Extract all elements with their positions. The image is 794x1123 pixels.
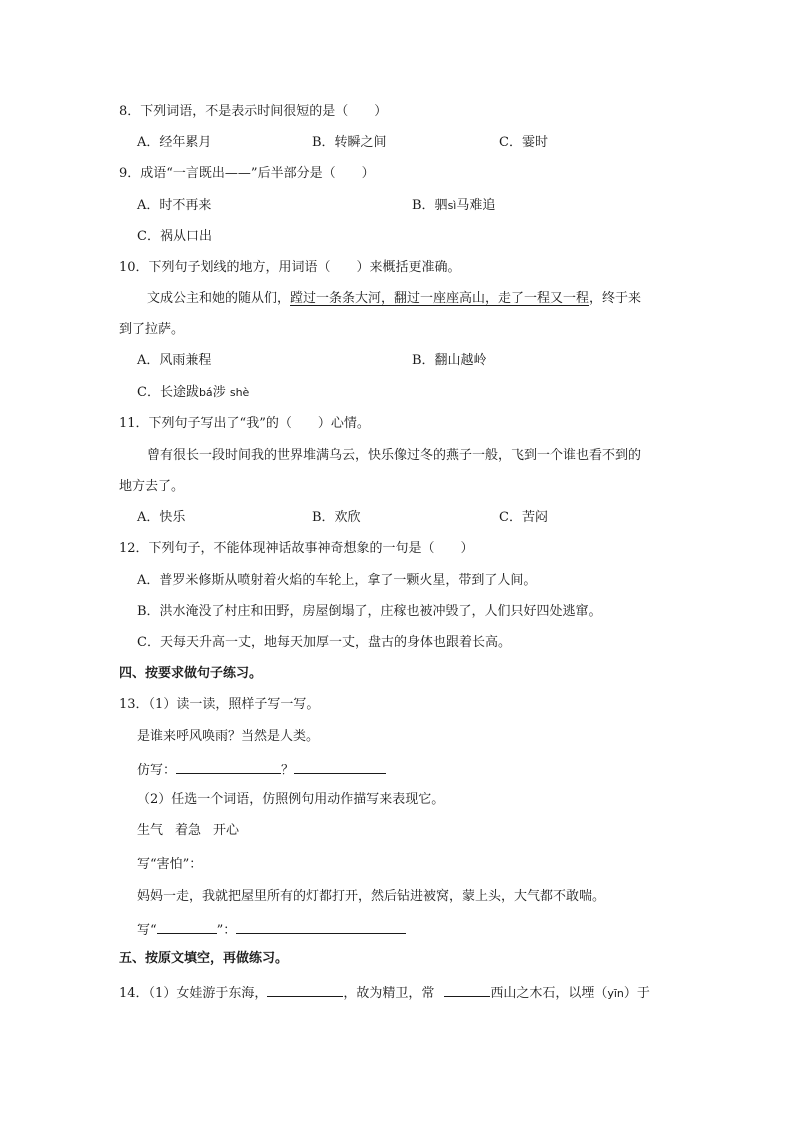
q12-option-b[interactable]: B．洪水淹没了村庄和田野，房屋倒塌了，庄稼也被冲毁了，人们只好四处逃窜。 <box>137 604 602 619</box>
q9-option-b[interactable] <box>412 198 495 214</box>
q10-option-c[interactable]: C．长途跋bá涉 shè <box>137 385 250 400</box>
q9-option-a[interactable]: A．时不再来 <box>137 198 212 213</box>
q9-option-c[interactable]: C．祸从口出 <box>137 229 212 244</box>
q9-stem: 9．成语“一言既出——”后半部分是（ ） <box>119 166 375 181</box>
q13-write-label: 写“害怕”： <box>137 857 203 872</box>
q8-option-b[interactable]: B．转瞬之间 <box>312 135 387 150</box>
q13-blank-1[interactable] <box>176 760 281 774</box>
q8-option-a[interactable]: A．经年累月 <box>137 135 212 150</box>
q13-stem: 13．（1）读一读，照样子写一写。 <box>119 697 320 712</box>
q11-passage-line1: 曾有很长一段时间我的世界堆满乌云，快乐像过冬的燕子一般，飞到一个谁也看不到的 <box>147 448 642 463</box>
q11-stem: 11．下列句子写出了“我”的（ ）心情。 <box>119 416 370 431</box>
q10-c-pinyin1: bá <box>198 386 213 399</box>
q10-underlined-text: 蹚过一条条大河，翻过一座座高山，走了一程又一程 <box>290 291 590 306</box>
q13-word-blank[interactable] <box>157 920 217 934</box>
q9-b-prefix: B．驷 <box>412 198 448 213</box>
q12-option-c[interactable]: C．天每天升高一丈，地每天加厚一丈，盘古的身体也跟着长高。 <box>137 635 511 650</box>
q13-sentence-blank[interactable] <box>236 920 406 934</box>
q14-blank-2[interactable] <box>444 983 490 997</box>
q11-option-b[interactable]: B．欢欣 <box>312 510 361 525</box>
section-5-title: 五、按原文填空，再做练习。 <box>119 951 289 966</box>
q8-option-c[interactable]: C．霎时 <box>499 135 548 150</box>
q10-stem: 10．下列句子划线的地方，用词语（ ）来概括更准确。 <box>119 260 461 275</box>
q9-b-suffix: 马难追 <box>456 198 496 213</box>
q13-word-list <box>137 823 239 839</box>
q12-stem: 12．下列句子，不能体现神话故事神奇想象的一句是（ ） <box>119 541 474 556</box>
q13-sample-sentence: 妈妈一走，我就把屋里所有的灯都打开，然后钻进被窝，蒙上头，大气都不敢喘。 <box>137 889 606 904</box>
q13-word-3: 开心 <box>213 823 240 838</box>
q10-option-b[interactable]: B．翻山越岭 <box>412 353 487 368</box>
q13-imitate-row <box>137 760 386 779</box>
q13-blank-2[interactable] <box>294 760 386 774</box>
q13-word-2: 着急 <box>175 823 202 838</box>
q13-word-1: 生气 <box>137 823 164 838</box>
q13-part2: （2）任选一个词语，仿照例句用动作描写来表现它。 <box>137 792 445 807</box>
q13-write2-row: 写“ ”： <box>137 920 406 939</box>
q11-passage-line2: 地方去了。 <box>119 479 185 494</box>
q14-blank-1[interactable] <box>267 983 343 997</box>
q11-option-a[interactable]: A．快乐 <box>137 510 186 525</box>
q10-passage-line1: 文成公主和她的随从们，蹚过一条条大河，翻过一座座高山，走了一程又一程，终于来 <box>147 291 642 306</box>
q14-line1: 14．（1）女娃游于东海， ，故为精卫，常 西山之木石，以堙（yīn）于 <box>119 983 650 1002</box>
q10-passage-line2: 到了拉萨。 <box>119 322 185 337</box>
q10-option-a[interactable]: A．风雨兼程 <box>137 353 212 368</box>
q13-imitate-label: 仿写： <box>137 763 177 778</box>
q10-c-pinyin2: shè <box>229 386 250 399</box>
q8-stem: 8．下列词语，不是表示时间很短的是（ ） <box>119 104 388 119</box>
q13-question-mark: ？ <box>281 763 295 778</box>
q13-example: 是谁来呼风唤雨？当然是人类。 <box>137 729 320 744</box>
section-4-title: 四、按要求做句子练习。 <box>119 666 263 681</box>
q9-b-pinyin: sì <box>447 199 457 212</box>
q12-option-a[interactable]: A．普罗米修斯从喷射着火焰的车轮上，拿了一颗火星，带到了人间。 <box>137 573 537 588</box>
q14-pinyin: yīn <box>607 987 624 1000</box>
q11-option-c[interactable]: C．苦闷 <box>499 510 548 525</box>
